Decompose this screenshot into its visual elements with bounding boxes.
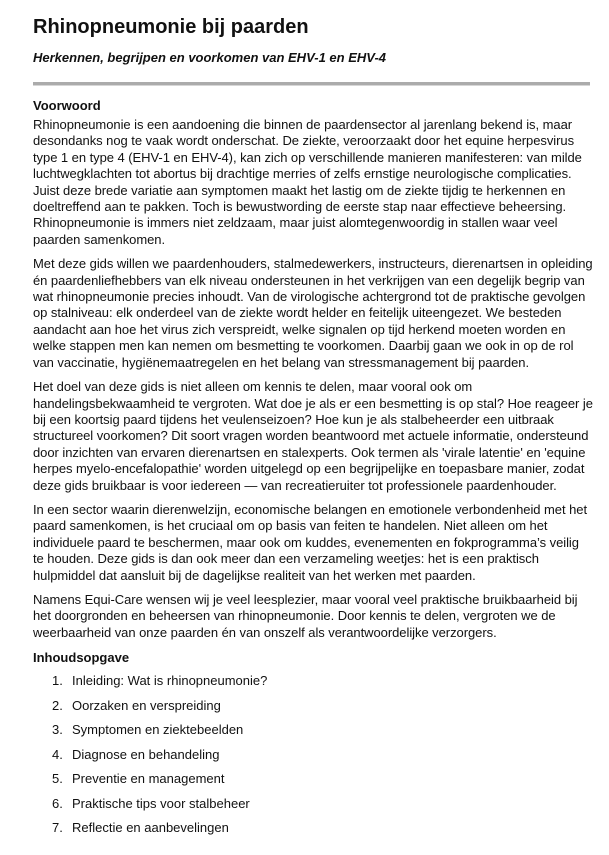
- foreword-paragraph-5: Namens Equi-Care wensen wij je veel leesplezier, maar vooral veel praktische bruikbaarheid bij het doorgronden en beheersen van rhinopneumonie. Door kennis te delen, vergroten we de weerbaarheid van onze paarden én van onszelf als verantwoordelijke verzorgers.: [33, 591, 578, 640]
- foreword-paragraph-3: Het doel van deze gids is niet alleen om kennis te delen, maar vooral ook om handelingsbekwaamheid te vergroten. Wat doe je als er een besmetting is op stal? Hoe reageer je bij een koortsig paard tijdens het veulenseizoen? Hoe kun je als stalbeheerder een uitbraak structureel voorkomen? Dit soort vragen worden beantwoord met actuele informatie, ondersteund door inzichten van ervaren dierenartsen en stalexperts. Ook termen als 'virale latentie' en 'equine herpes myelo-encefalopathie' worden uitgelegd op een begrijpelijke en toepasbare manier, zodat deze gids bruikbaar is voor iedereen — van recreatieruiter tot professionele paardenhouder.: [33, 379, 593, 493]
- toc-item-number: 7.: [52, 820, 63, 836]
- toc-item-number: 2.: [52, 697, 63, 713]
- toc-item-label: Inleiding: Wat is rhinopneumonie?: [72, 673, 268, 689]
- toc-item-label: Diagnose en behandeling: [72, 746, 220, 762]
- horizontal-divider: [33, 82, 590, 86]
- table-of-contents: [33, 672, 590, 844]
- toc-item-label: Preventie en management: [72, 771, 225, 787]
- toc-item-number: 3.: [52, 722, 63, 738]
- toc-item: [33, 697, 590, 722]
- toc-item: [33, 819, 590, 844]
- toc-item-number: 6.: [52, 795, 63, 811]
- document-subtitle: Herkennen, begrijpen en voorkomen van EHV-1 en EHV-4: [33, 50, 387, 65]
- toc-item: [33, 672, 590, 697]
- toc-item-label: Praktische tips voor stalbeheer: [72, 795, 250, 811]
- toc-item-number: 5.: [52, 771, 63, 787]
- toc-item-label: Reflectie en aanbevelingen: [72, 820, 229, 836]
- foreword-paragraph-2: Met deze gids willen we paardenhouders, stalmedewerkers, instructeurs, dierenartsen in opleiding én paardenliefhebbers van elk niveau ondersteunen in het verkrijgen van een degelijk begrip van wat rhinopneumonie precies inhoudt. Van de virologische achtergrond tot de praktische gevolgen op stalniveau: elk onderdeel van de ziekte wordt helder en feitelijk uiteengezet. We besteden aandacht aan hoe het virus zich verspreidt, welke signalen op tijd herkend moeten worden en welke stappen men kan nemen om besmetting te voorkomen. Daarbij gaan we ook in op de rol van vaccinatie, hygiënemaatregelen en het belang van stressmanagement bij paarden.: [33, 256, 593, 370]
- toc-item: [33, 746, 590, 771]
- foreword-paragraph-1: Rhinopneumonie is een aandoening die binnen de paardensector al jarenlang bekend is, maar desondanks nog te vaak wordt onderschat. De ziekte, veroorzaakt door het equine herpesvirus type 1 en type 4 (EHV-1 en EHV-4), kan zich op verschillende manieren manifesteren: van milde luchtwegklachten tot abortus bij drachtige merries of zelfs ernstige neurologische complicaties. Juist deze brede variatie aan symptomen maakt het lastig om de ziekte tijdig te herkennen en doeltreffend aan te pakken. Toch is bewustwording de eerste stap naar effectieve beheersing. Rhinopneumonie is immers niet zeldzaam, maar juist alomtegenwoordig in stallen waar veel paarden samenkomen.: [33, 117, 582, 247]
- toc-item-label: Symptomen en ziektebeelden: [72, 722, 244, 738]
- foreword-paragraph-4: In een sector waarin dierenwelzijn, economische belangen en emotionele verbondenheid met het paard samenkomen, is het cruciaal om op basis van feiten te handelen. Niet alleen om het individuele paard te beschermen, maar ook om kuddes, evenementen en fokprogramma’s veilig te houden. Deze gids is dan ook meer dan een verzameling weetjes: het is een praktisch hulpmiddel dat aansluit bij de dagelijkse realiteit van het werken met paarden.: [33, 501, 588, 583]
- toc-item-label: Oorzaken en verspreiding: [72, 697, 221, 713]
- document-title: Rhinopneumonie bij paarden: [33, 16, 309, 38]
- toc-item-number: 4.: [52, 746, 63, 762]
- foreword-heading: Voorwoord: [33, 98, 101, 113]
- toc-item: [33, 795, 590, 820]
- toc-item-number: 1.: [52, 673, 63, 689]
- toc-item: [33, 721, 590, 746]
- toc-item: [33, 770, 590, 795]
- toc-heading: Inhoudsopgave: [33, 650, 130, 666]
